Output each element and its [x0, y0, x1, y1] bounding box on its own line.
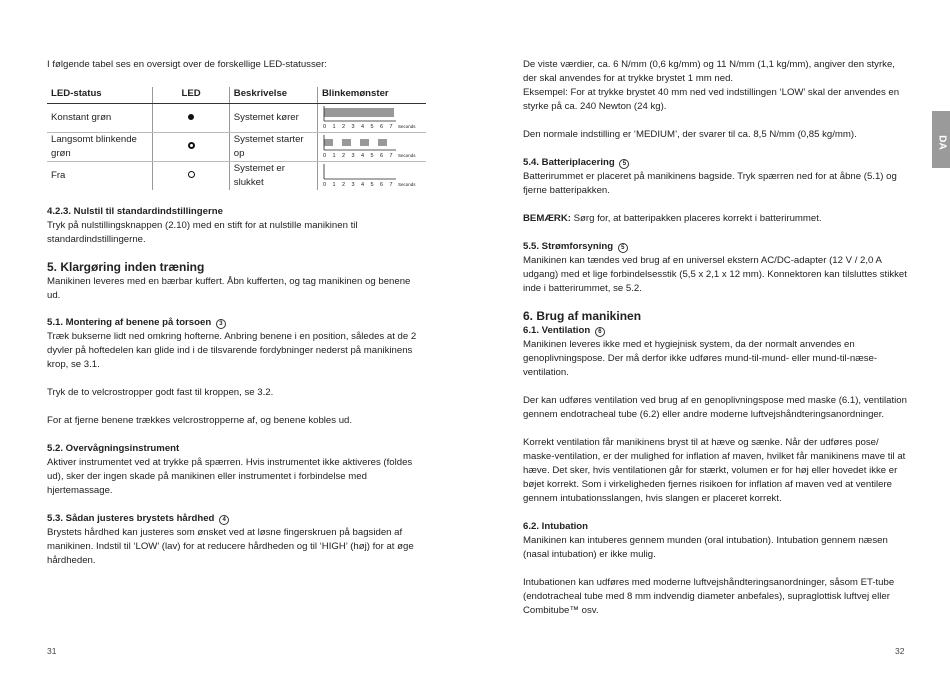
- seconds-label: Seconds: [398, 124, 416, 129]
- pattern-bar: [324, 139, 333, 146]
- led-ring-dot-icon: [188, 142, 195, 149]
- page-number-right: 32: [895, 646, 905, 656]
- section-5-3-title: 5.3. Sådan justeres brystets hårdhed 4: [47, 512, 422, 526]
- description-cell: Systemet starter op: [229, 133, 317, 162]
- tick-label: 2: [342, 153, 346, 159]
- section-6-2-p2: Intubationen kan udføres med moderne luftvejshåndteringsanordninger, såsom ET-tube (endotracheal tube med 8 mm indvendig diameter anbefales), supraglottisk luftvej eller Combitube™ osv.: [523, 577, 895, 616]
- section-5-body: Manikinen leveres med en bærbar kuffert. Åbn kufferten, og tag manikinen og benene ud.: [47, 276, 411, 301]
- figure-ref-icon: 6: [595, 327, 605, 337]
- blink-pattern-blink: [322, 135, 422, 159]
- section-4-2-3-body: Tryk på nulstillingsknappen (2.10) med en stift for at nulstille manikinen til standardindstillingerne.: [47, 220, 358, 245]
- tick-label: 4: [361, 153, 365, 159]
- note-label: BEMÆRK:: [523, 213, 571, 224]
- figure-ref-icon: 5: [619, 159, 629, 169]
- status-cell: Konstant grøn: [47, 104, 153, 133]
- tick-label: 1: [332, 153, 336, 159]
- right-p2: Eksempel: For at trykke brystet 40 mm ned ved indstillingen ‘LOW’ skal der anvendes en styrke på ca. 240 Newton (24 kg).: [523, 87, 900, 112]
- col-header-description: Beskrivelse: [229, 87, 317, 104]
- led-empty-dot-icon: [188, 171, 195, 178]
- section-6-1-p3: Korrekt ventilation får manikinens bryst til at hæve og sænke. Når der udføres pose/ maske-ventilation, er der mulighed for inflation af maven, hvilket får manikinens mave til at hæve. Det sker, hvis ventilationen går for stærkt, volumen er for høj eller hovedet ikke er bøjet korrekt. Som i virkeligheden fjernes risikoen for inflation af maven ved at ventilere gennem intubationsslangen, hvis slangen er placeret korrekt.: [523, 437, 906, 504]
- description-cell: Systemet er slukket: [229, 162, 317, 191]
- tick-label: 4: [361, 124, 365, 130]
- blink-pattern-off: [322, 164, 422, 188]
- blink-pattern-solid: [322, 106, 422, 130]
- tick-label: 0: [323, 182, 327, 188]
- tick-label: 1: [332, 182, 336, 188]
- pattern-bar: [342, 139, 351, 146]
- section-4-2-3-title: 4.2.3. Nulstil til standardindstillingerne: [47, 206, 223, 217]
- led-cell: [153, 162, 229, 191]
- language-tab: DA: [932, 111, 950, 168]
- col-header-status: LED-status: [47, 87, 153, 104]
- tick-label: 3: [351, 153, 355, 159]
- page-number-left: 31: [47, 646, 57, 656]
- col-header-pattern: Blinkemønster: [318, 87, 427, 104]
- figure-ref-icon: 3: [216, 319, 226, 329]
- tick-label: 2: [342, 124, 346, 130]
- section-5-title: 5. Klargøring inden træning: [47, 260, 205, 274]
- tick-label: 5: [370, 182, 374, 188]
- led-filled-dot-icon: [188, 114, 194, 120]
- section-5-4-title: 5.4. Batteriplacering 5: [523, 156, 908, 170]
- note-body: Sørg for, at batteripakken placeres korrekt i batterirummet.: [570, 213, 822, 224]
- pattern-bar: [360, 139, 369, 146]
- figure-ref-icon: 4: [219, 515, 229, 525]
- right-p3: Den normale indstilling er ‘MEDIUM’, der svarer til ca. 8,5 N/mm (0,85 kg/mm).: [523, 129, 857, 140]
- tick-label: 5: [370, 124, 374, 130]
- note: [523, 212, 908, 226]
- seconds-label: Seconds: [398, 182, 416, 187]
- pattern-cell: [318, 162, 427, 191]
- section-5-2-body: Aktiver instrumentet ved at trykke på spærren. Hvis instrumentet ikke aktiveres (foldes ud), sker der ingen skade på manikinen eller instrumentet i forbindelse med hjertemassage.: [47, 457, 413, 496]
- section-6-title: 6. Brug af manikinen: [523, 309, 642, 323]
- right-column: [523, 58, 908, 618]
- tick-label: 7: [389, 153, 393, 159]
- tick-label: 7: [389, 124, 393, 130]
- col-header-led: LED: [153, 87, 229, 104]
- section-6-1-title: 6.1. Ventilation 6: [523, 324, 908, 338]
- left-column: [47, 58, 422, 568]
- figure-ref-icon: 5: [618, 243, 628, 253]
- tick-label: 6: [380, 153, 384, 159]
- led-status-table: [47, 87, 426, 190]
- section-5-5-body: Manikinen kan tændes ved brug af en universel ekstern AC/DC-adapter (12 V / 2,0 A udgang) med et lige forbindelsesstik (5,5 x 2,1 x 12 mm). Konnektoren kan tilsluttes stikket inde i batterirummet, se 5.2.: [523, 255, 907, 294]
- tick-label: 1: [332, 124, 336, 130]
- table-row: [47, 133, 426, 162]
- tick-label: 3: [351, 124, 355, 130]
- section-5-1-p3: For at fjerne benene trækkes velcrostropperne af, og benene kobles ud.: [47, 415, 353, 426]
- right-p1: De viste værdier, ca. 6 N/mm (0,6 kg/mm) og 11 N/mm (1,1 kg/mm), angiver den styrke, der skal anvendes for at trykke brystet 1 mm ned.: [523, 59, 895, 84]
- pattern-bar: [378, 139, 387, 146]
- tick-label: 4: [361, 182, 365, 188]
- tick-label: 6: [380, 182, 384, 188]
- section-6-2-body: Manikinen kan intuberes gennem munden (oral intubation). Intubation gennem næsen (nasal intubation) er ikke mulig.: [523, 535, 888, 560]
- section-6-1-body: Manikinen leveres ikke med et hygiejnisk system, da der normalt anvendes en genoplivningspose. Der må derfor ikke udføres mund-til-mund- eller mund-til-næse-ventilation.: [523, 339, 878, 378]
- section-5-4-body: Batterirummet er placeret på manikinens bagside. Tryk spærren ned for at åbne (5.1) og fjerne batteripakken.: [523, 171, 897, 196]
- intro-text: I følgende tabel ses en oversigt over de forskellige LED-statusser:: [47, 59, 327, 70]
- section-5-1-body: Træk bukserne lidt ned omkring hofterne. Anbring benene i en position, således at de 2 dyvler på hoftedelen kan glide ind i de tilsvarende fordybninger nederst på manikinens krop, se 3.1.: [47, 331, 417, 370]
- pattern-bar: [324, 108, 394, 117]
- led-cell: [153, 104, 229, 133]
- tick-label: 0: [323, 153, 327, 159]
- seconds-label: Seconds: [398, 153, 416, 158]
- description-cell: Systemet kører: [229, 104, 317, 133]
- section-5-2-title: 5.2. Overvågningsinstrument: [47, 443, 180, 454]
- table-row: [47, 104, 426, 133]
- section-6-2-title: 6.2. Intubation: [523, 521, 589, 532]
- section-6-1-p2: Der kan udføres ventilation ved brug af en genoplivningspose med maske (6.1), ventilation gennem endotracheal tube (6.2) eller andre moderne luftvejshåndteringsanordninger.: [523, 395, 907, 420]
- tick-label: 7: [389, 182, 393, 188]
- section-5-1-title: 5.1. Montering af benene på torsoen 3: [47, 316, 422, 330]
- status-cell: Fra: [47, 162, 153, 191]
- right-page: [475, 0, 950, 674]
- section-5-5-title: 5.5. Strømforsyning 5: [523, 240, 908, 254]
- pattern-cell: [318, 104, 427, 133]
- pattern-cell: [318, 133, 427, 162]
- tick-label: 6: [380, 124, 384, 130]
- tick-label: 5: [370, 153, 374, 159]
- tick-label: 2: [342, 182, 346, 188]
- tick-label: 0: [323, 124, 327, 130]
- led-cell: [153, 133, 229, 162]
- status-cell: Langsomt blinkende grøn: [47, 133, 153, 162]
- table-row: [47, 162, 426, 191]
- tick-label: 3: [351, 182, 355, 188]
- section-5-3-body: Brystets hårdhed kan justeres som ønsket ved at løsne fingerskruen på bagsiden af manikinen. Indstil til ‘LOW’ (lav) for at reducere hårdheden og til ‘HIGH’ (høj) for at øge hårdheden.: [47, 527, 414, 566]
- section-5-1-p2: Tryk de to velcrostropper godt fast til kroppen, se 3.2.: [47, 387, 274, 398]
